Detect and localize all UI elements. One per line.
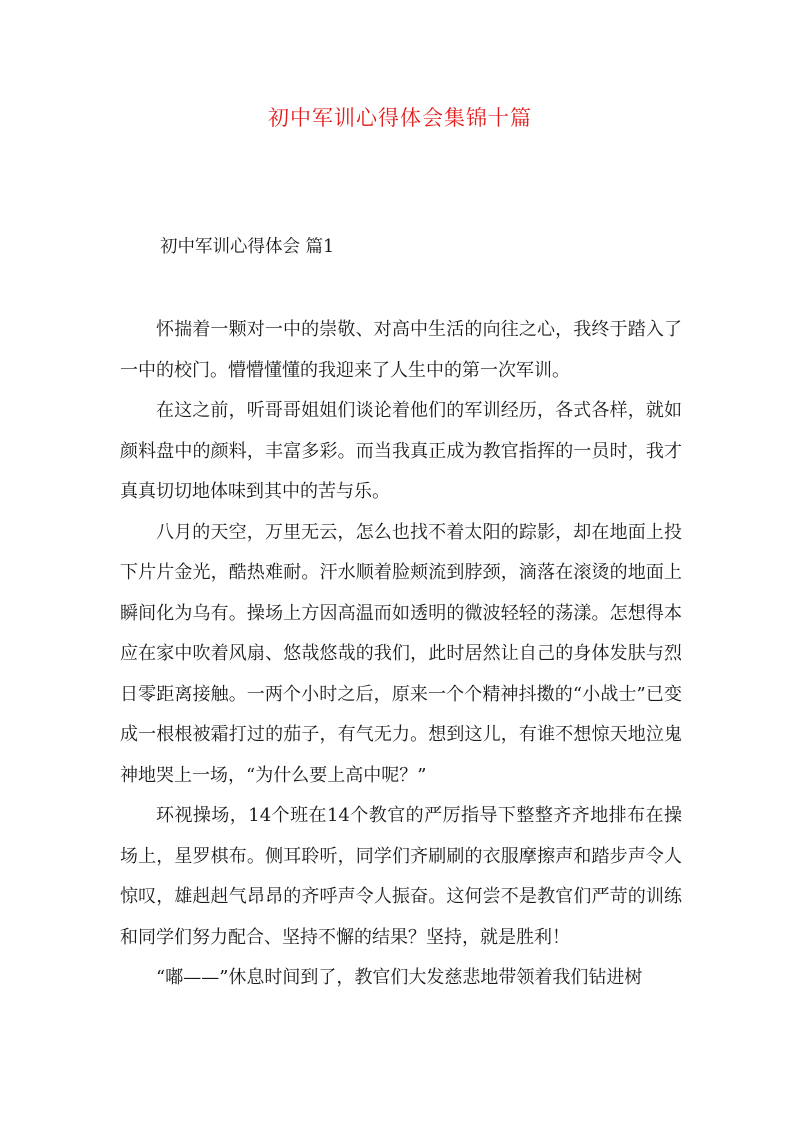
section-heading: 初中军训心得体会 篇1 xyxy=(160,237,335,257)
paragraph-3: 八月的天空，万里无云，怎么也找不着太阳的踪影，却在地面上投下片片金光，酷热难耐。汗水顺着脸颊流到脖颈，滴落在滚烫的地面上瞬间化为乌有。操场上方因高温而如透明的微波轻轻的荡漾。怎想得本应在家中吹着风扇、悠哉悠哉的我们，此时居然让自己的身体发肤与烈日零距离接触。一两个小时之后，原来一个个精神抖擞的“小战士”已变成一根根被霜打过的茄子，有气无力。想到这儿，有谁不想惊天地泣鬼神地哭上一场，“为什么要上高中呢？” xyxy=(120,521,682,786)
paragraph-4: 环视操场，14个班在14个教官的严厉指导下整整齐齐地排布在操场上，星罗棋布。侧耳聆听，同学们齐刷刷的衣服摩擦声和踏步声令人惊叹，雄赳赳气昂昂的齐呼声令人振奋。这何尝不是教官们严苛的训练和同学们努力配合、坚持不懈的结果？坚持，就是胜利！ xyxy=(120,805,682,948)
paragraph-5: “嘟——”休息时间到了，教官们大发慈悲地带领着我们钻进树 xyxy=(156,967,643,988)
paragraph-1: 怀揣着一颗对一中的崇敬、对高中生活的向往之心，我终于踏入了一中的校门。懵懵懂懂的我迎来了人生中的第一次军训。 xyxy=(120,319,682,381)
paragraph-2: 在这之前，听哥哥姐姐们谈论着他们的军训经历，各式各样，就如颜料盘中的颜料，丰富多彩。而当我真正成为教官指挥的一员时，我才真真切切地体味到其中的苦与乐。 xyxy=(120,400,682,502)
document-title: 初中军训心得体会集锦十篇 xyxy=(268,106,532,130)
document-body xyxy=(120,310,682,999)
